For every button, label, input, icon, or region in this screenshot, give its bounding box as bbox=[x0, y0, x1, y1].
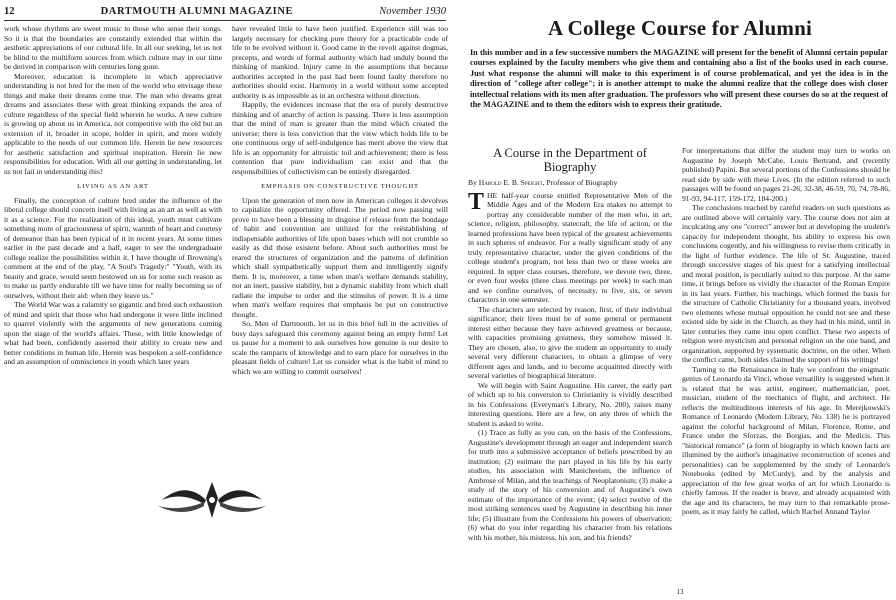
section-subhead: EMPHASIS ON CONSTRUCTIVE THOUGHT bbox=[261, 183, 419, 190]
byline-prefix: By bbox=[468, 178, 477, 187]
left-column-1 bbox=[4, 24, 222, 367]
right-column-1 bbox=[468, 146, 672, 542]
article-title: A Course in the Department of Biography bbox=[493, 146, 647, 174]
paragraph: Moreover, education is incomplete in which appreciative understanding is not bred for the men of the world who envisage these things and make their dreams come true. The man who dreams great dreams and associates these with great thinking expands the area of culture regardless of the special field wherein he works. A new culture is growing up about us in America, not competitive with the old but an extension of it, broader in scope, bolder in spirit, and more widely applicable to the needs of our common life. Herein lie new resources for aesthetic satisfaction and spiritual inspiration. Herein lie new responsibilities for education. With all our getting in understanding, let us not fail in understanding this! bbox=[4, 71, 222, 176]
paragraph: So, Men of Dartmouth, let us in this brief lull in the activities of busy days safeguard this ceremony against being an empty form! Let us pause for a moment to ask ourselves how genuine is our desire to scale the ramparts of knowledge and to earn place for ourselves in the pleasant fields of culture! Let us consider what is the habit of mind to which we are willing to commit ourselves! bbox=[232, 319, 448, 376]
paragraph bbox=[468, 188, 672, 305]
paragraph: Happily, the evidences increase that the era of purely destructive thinking and of anarchy of action is passing. There is less assumption that the mind of man is greater than the mind which created the universe; there is less conviction that the view which holds life to be one continuous orgy of self-indulgence has merit above the view that life is an opportunity for altruistic toil and achievement; there is less contention that pure individualism can exist and that the responsibilities of collectivism can be entirely disregarded. bbox=[232, 100, 448, 176]
byline bbox=[468, 178, 672, 188]
paragraph: The characters are selected by reason, first, of their individual significance; their lives must be of some general or permanent interest either because they have achieved greatness or because, with capacities promising greatness, they somehow missed it. They are chosen, also, to give the student an opportunity to study several very different characters, to obtain a glimpse of very different ages and lands, and to become acquainted directly with several varieties of biographical literature. bbox=[468, 304, 672, 380]
paragraph: We will begin with Saint Augustine. His career, the early part of which up to his conversion to Christianity is vividly described in his Confessions (Everyman's Library, No. 200), raises many interesting questions. Here are a few, on any three of which the student is asked to write. bbox=[468, 380, 672, 428]
paragraph: Upon the generation of men now in American colleges it devolves to capitalize the opportunity offered. The period now passing will prove to have been a blessing in disguise if release from the bondage of habit and convention are utilized for the reëstablishing of indispensable authorities of life upon bases which will not crumble so easily as did those existent before. About such authorities must be reared the structures of organization and the patterns of definition which shall sympathetically support them and intelligently signify them. It is, moreover, a time when man's welfare demands stability, not an inert, passive stability, but a dynamic stability from which shall radiate the impulse to order and the stimulus of power. It is a time when man's welfare requires that emphasis be put on constructive thought. bbox=[232, 195, 448, 319]
paragraph: have revealed little to have been justified. Experience still was too largely necessary for checking pure theory for a practicable code of life to be evolved without it. Good came in the revolt against dogmas, precepts, and words of formal authority which had unduly bound the thinking of mankind. Injury came in the assumptions that because authorities accepted in the past had been found faulty therefore no authorities should exist. Harmony in a world without some accepted authority is as impossible as in an orchestra without direction. bbox=[232, 24, 448, 100]
page-headline: A College Course for Alumni bbox=[547, 16, 812, 40]
paragraph: work whose rhythms are sweet music to those who sense their songs. So it is that the boundaries are constantly extended that within the aesthetic appreciations of our cultural life. In all our seeking, let us not be blind to the multiform sources from which culture may in our time be derived in comparison with centuries long gone. bbox=[4, 24, 222, 71]
author-name: Harold E. B. Speight, bbox=[478, 178, 545, 187]
paragraph: For interpretations that differ the student may turn to works on Augustine by Joseph McCabe, Louis Bertrand, and (recently published) Papini. But several portions of the Confessions should be read side by side with these Lives. (In the edition referred to such passages will be found on pages 21-26, 32-38, 46-59, 70, 74, 78-86, 91-93, 94-117, 159-172, 184-200.) bbox=[682, 146, 890, 203]
paragraph: The World War was a calamity so gigantic and bred such exhaustion of mind and spirit that those who had undergone it were little inclined to quarrel violently with the arguments of new generations coming upon the stage of the world's affairs. These, with little knowledge of what had been, confidently asserted their ability to create new and better conditions in human life. Herein was bespoken a self-confidence and an assumption of omniscience in youth which later years bbox=[4, 300, 222, 366]
drop-cap: T bbox=[468, 188, 485, 215]
author-title: Professor of Biography bbox=[546, 178, 618, 187]
paragraph: (1) Trace as fully as you can, on the basis of the Confessions, Augustine's development through an eager and independent search for truth into a submissive acceptance of beliefs prescribed by an institution; (2) estimate the part played in his life by his early studies, his association with Manicheeism, the influence of Ambrose of Milan, and the teachings of Neoplatonism; (3) make a study of the story of his conversion and of Augustine's own estimate of the importance of the event; (4) select twelve of the most striking sentences used by Augustine in describing his inner life; (5) illustrate from the Confessions his powers of observation; (6) what do you infer regarding his character from his relations with his mother, his mistress, his son, and his friends? bbox=[468, 428, 672, 542]
right-page bbox=[464, 0, 896, 600]
running-head-left bbox=[4, 6, 446, 21]
section-subhead: LIVING AS AN ART bbox=[77, 183, 149, 190]
ornament-vignette-icon bbox=[152, 478, 272, 522]
editor-intro: In this number and in a few successive numbers the MAGAZINE will present for the benefit of Alumni certain popular courses explained by the faculty members who give them and containing also a list of the books used in each course. Just what response the alumni will make to this experiment is of course problematical, and yet the idea is in the direction of "college after college"; it is another attempt to make the alumni realize that the college does wish closer intellectual relations with its men after graduation. The professors who will present these courses do so at the request of the MAGAZINE and to them the editors wish to express their gratitude. bbox=[470, 48, 888, 110]
paragraph: Turning to the Renaissance in Italy we confront the enigmatic genius of Leonardo da Vinci, whose versatility is suggested when it is related that he was artist, engineer, mathematician, poet, musician, student of the mechanics of flight, and architect. He reflects the multitudinous interests of his age. In Merejkowski's Romance of Leonardo (Modern Library, No. 138) he is portrayed against the colorful background of Milan, Florence, Rome, and France under the Sforzas, the Borgias, and the Medicis. This "historical romance" (a form of biography in which known facts are illumined by the author's imaginative reconstruction of scenes and personalities) can be supplemented by the study of Leonardo's Notebooks (edited by McCurdy), and by the analysis and appreciation of the few great works of art for which Leonardo is chiefly famous. If the reader is brave, and already acquainted with the age and its characters, he may turn to that remarkable prose-poem, as it may fairly be called, which Rachel Annand Taylor bbox=[682, 364, 890, 516]
paragraph-text: HE half-year course entitled Representative Men of the Middle Ages and of the Modern Era makes no attempt to portray any considerable number of the men who, in art, science, religion, philosophy, statecraft, the life of action, or the learned professions have been typical of the greatest achievements in such spheres of endeavor. For a really significant study of any truly representative character, under the given conditions of the college student's program, not less than two or three weeks are required. In upper class courses, therefore, we devote two, three, or even four weeks (three class meetings per week) to each man and we confine ourselves, of necessity, to five, six, or seven characters in one semester. bbox=[468, 190, 672, 304]
right-column-2 bbox=[682, 146, 890, 517]
paragraph: The conclusions reached by careful readers on such questions as are outlined above will certainly vary. The course does not aim at inculcating any one "correct" answer but at developing the student's capacity for independent thought, his ability to express his own conclusions cogently, and his willingness to revise them critically in the light of further evidence. The life of St. Augustine, traced through successive stages of his quest for a satisfying intellectual and moral position, is peculiarly suited to this purpose. At the same time, it brings before us vividly the character of the Roman Empire in its last years. Further, his teachings, which formed the basis for the structure of Catholic Christianity for a thousand years, involved two elements whose mutual opposition he could not see and these existed side by side in the Church, as they had in his mind, until in later centuries they came into open conflict. These two aspects of religion were mysticism and personal religion on the one hand, and organization, supported by systematic doctrine, on the other. When the conflict came, both sides claimed the support of his writings! bbox=[682, 203, 890, 364]
page-number: 12 bbox=[4, 6, 15, 17]
magazine-title: DARTMOUTH ALUMNI MAGAZINE bbox=[100, 6, 294, 17]
page-number: 13 bbox=[676, 588, 684, 596]
issue-date: November 1930 bbox=[379, 6, 446, 17]
paragraph: Finally, the conception of culture bred under the influence of the liberal college should concern itself with living as an art as well as with it as a science. For the realization of this ideal, youth must cultivate something more of graciousness of spirit, warmth of heart and courtesy of demeanor than has been typical of it in recent years. At some times earlier in the past decade and a half, eager to see the undergraduate college realize the possibilities within it, I have thought of Browning's comment at the end of the play, "A Soul's Tragedy:" "Youth, with its beauty and grace, would seem bestowed on us for some such reason as to make us partly endurable till we have time for really becoming so of ourselves, without their aid: when they leave us." bbox=[4, 195, 222, 300]
left-column-2 bbox=[232, 24, 448, 376]
